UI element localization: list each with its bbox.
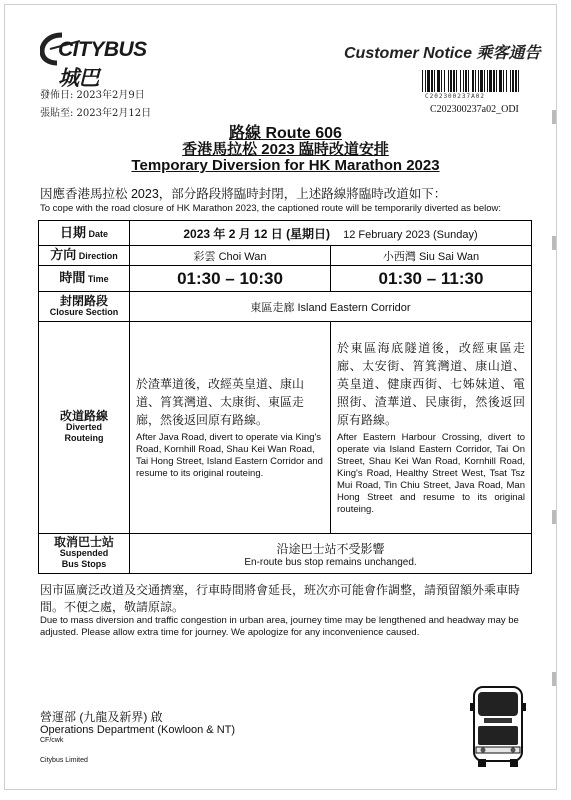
time-choi-wan: 01:30 – 10:30 [130, 266, 331, 292]
time-label: 時間 Time [39, 266, 130, 292]
edge-mark [552, 672, 556, 686]
citybus-logo [40, 32, 160, 90]
table-row [39, 292, 532, 322]
remark-en: Due to mass diversion and traffic congestion in urban area, journey time may be lengthened and headway may be adjusted. Please allow extra time for journey. We apologize for any inconvenience caused. [40, 615, 519, 638]
intro-zh: 因應香港馬拉松 2023，部分路段將臨時封閉，上述路線將臨時改道如下： [40, 187, 447, 201]
title-en: Temporary Diversion for HK Marathon 2023 [131, 157, 440, 174]
table-row [39, 266, 532, 292]
date-value: 2023 年 2 月 12 日 (星期日) 12 February 2023 (Sunday) [130, 221, 532, 246]
department-zh: 營運部 (九龍及新界) 啟 [40, 710, 163, 724]
direction-siu-sai-wan: 小西灣 Siu Sai Wan [331, 246, 532, 266]
edge-mark [552, 510, 556, 524]
intro-en: To cope with the road closure of HK Marathon 2023, the captioned route will be temporarily diverted as below: [40, 203, 502, 214]
direction-label: 方向 Direction [39, 246, 130, 266]
suspended-label: 取消巴士站 Suspended Bus Stops [39, 534, 130, 574]
table-row [39, 534, 532, 574]
remark-zh: 因市區廣泛改道及交通擠塞，行車時間將會延長，班次亦可能會作調整，請預留額外乘車時間。不便之處，敬請原諒。 [40, 583, 521, 614]
posting-date: 張貼至: 2023年2月12日 [40, 108, 152, 119]
date-label: 日期 Date [39, 221, 130, 246]
company-name: Citybus Limited [40, 757, 88, 764]
closure-label: 封閉路段 Closure Section [39, 292, 130, 322]
time-siu-sai-wan: 01:30 – 11:30 [331, 266, 532, 292]
edge-mark [552, 236, 556, 250]
diversion-choi-wan: 於渣華道後，改經英皇道、康山道、筲箕灣道、太康街、東區走廊，然後返回原有路線。 After Java Road, divert to operate via King's Road, Kornhill Road, Shau Kei Wan Road, Tai Hong Street, Island Eastern Corridor and resume to its original routeing. [130, 322, 331, 534]
title-zh: 香港馬拉松 2023 臨時改道安排 [182, 141, 389, 158]
suspended-stops: 沿途巴士站不受影響 En-route bus stop remains unchanged. [130, 534, 532, 574]
notice-title: Customer Notice 乘客通告 [344, 45, 541, 62]
direction-choi-wan: 彩雲 Choi Wan [130, 246, 331, 266]
table-row [39, 246, 532, 266]
table-row [39, 221, 532, 246]
diversion-table [38, 220, 532, 574]
closure-section: 東區走廊 Island Eastern Corridor [130, 292, 532, 322]
brand-name: CITYBUS城巴 [58, 38, 147, 90]
barcode-text: C202300237A02 [425, 93, 485, 100]
issue-date: 發佈日: 2023年2月9日 [40, 90, 145, 101]
department-en: Operations Department (Kowloon & NT) [40, 724, 236, 736]
diverted-label: 改道路線 Diverted Routeing [39, 322, 130, 534]
double-decker-bus-icon [468, 683, 528, 769]
table-row [39, 322, 532, 534]
document-code: C202300237a02_ODI [430, 104, 519, 115]
route-heading: 路線 Route 606 [229, 125, 342, 142]
barcode-icon [422, 70, 522, 92]
diversion-siu-sai-wan: 於東區海底隧道後，改經東區走廊、太安街、筲箕灣道、康山道、英皇道、健康西街、七姊妹道、電照街、渣華道、民康街，然後返回原有路線。 After Eastern Harbour Crossing, divert to operate via Island Eastern Corridor, Tai On Street, Shau Kei Wan Road, Kornhill Road, King's Road, Healthy Street West, Tsat Tsz Mui Road, Tin Chiu Street, Java Road, Man Hong Street and resume to its original routeing. [331, 322, 532, 534]
reference-code: CF/cwk [40, 737, 64, 744]
